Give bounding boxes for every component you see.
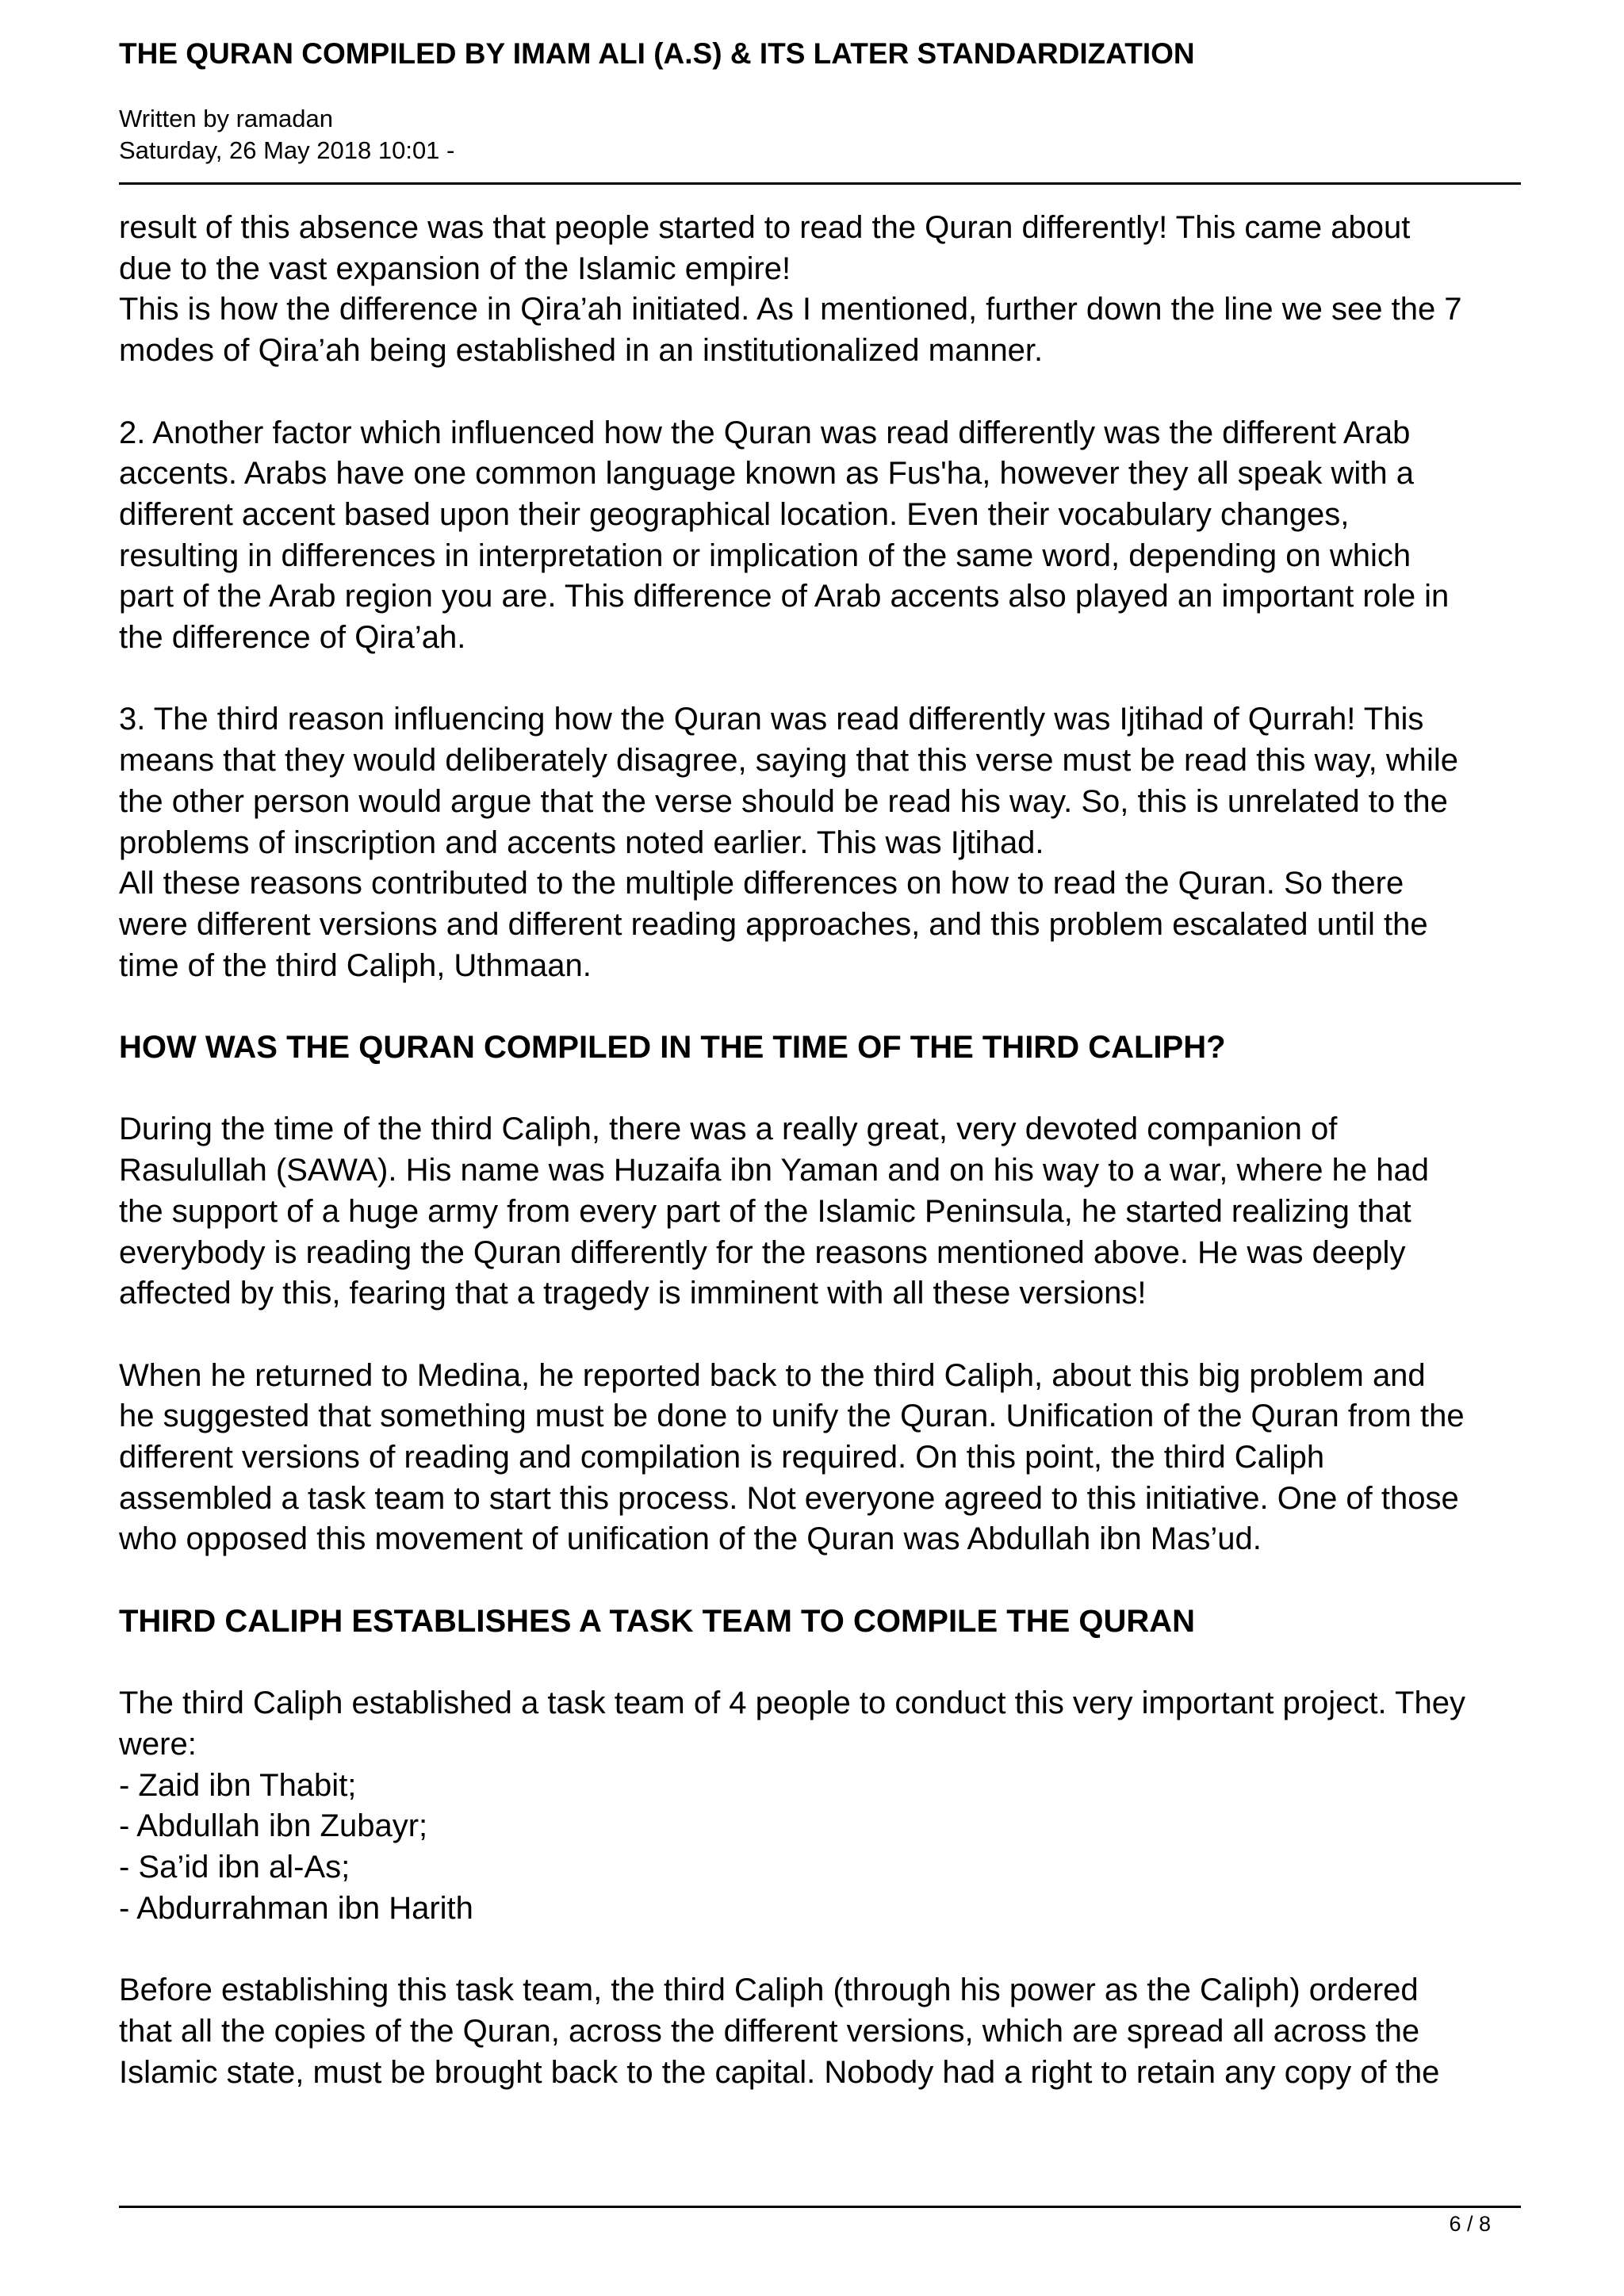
body-line: due to the vast expansion of the Islamic empire! — [119, 251, 791, 286]
body-line: that all the copies of the Quran, across the different versions, which are spread all across the — [119, 2013, 1420, 2049]
body-line: were different versions and different reading approaches, and this problem escalated until the — [119, 906, 1428, 942]
body-line: Islamic state, must be brought back to the capital. Nobody had a right to retain any copy of the — [119, 2054, 1440, 2090]
body-line: different versions of reading and compilation is required. On this point, the third Caliph — [119, 1440, 1325, 1475]
body-line: who opposed this movement of unification of the Quran was Abdullah ibn Mas’ud. — [119, 1521, 1262, 1557]
list-item: - Zaid ibn Thabit; — [119, 1767, 357, 1803]
body-line: assembled a task team to start this process. Not everyone agreed to this initiative. One of those — [119, 1480, 1459, 1516]
section-heading: HOW WAS THE QURAN COMPILED IN THE TIME OF THE THIRD CALIPH? — [119, 1030, 1226, 1066]
body-line: the other person would argue that the verse should be read his way. So, this is unrelated to the — [119, 783, 1448, 819]
body-line: everybody is reading the Quran differently for the reasons mentioned above. He was deeply — [119, 1234, 1406, 1270]
section-heading: THIRD CALIPH ESTABLISHES A TASK TEAM TO COMPILE THE QURAN — [119, 1603, 1196, 1639]
page-number: 6 / 8 — [1449, 2212, 1491, 2236]
paragraph-gap — [119, 1314, 1521, 1356]
body-line: The third Caliph established a task team of 4 people to conduct this very important project. They — [119, 1686, 1465, 1721]
body-line: time of the third Caliph, Uthmaan. — [119, 947, 592, 983]
body-line: were: — [119, 1726, 197, 1762]
list-item: - Sa’id ibn al-As; — [119, 1850, 350, 1885]
body-line: affected by this, fearing that a tragedy is imminent with all these versions! — [119, 1276, 1147, 1311]
paragraph-gap — [119, 1560, 1521, 1601]
body-line: During the time of the third Caliph, there was a really great, very devoted companion of — [119, 1112, 1338, 1147]
body-line: part of the Arab region you are. This difference of Arab accents also played an important role in — [119, 579, 1450, 614]
body-line: 3. The third reason influencing how the Quran was read differently was Ijtihad of Qurrah! This — [119, 702, 1424, 737]
footer-divider — [119, 2206, 1521, 2208]
body-line: accents. Arabs have one common language known as Fus'ha, however they all speak with a — [119, 456, 1415, 492]
article-body — [119, 208, 1521, 2093]
paragraph-gap — [119, 986, 1521, 1027]
list-item: - Abdurrahman ibn Harith — [119, 1890, 473, 1926]
body-line: All these reasons contributed to the multiple differences on how to read the Quran. So there — [119, 866, 1404, 901]
body-line: Before establishing this task team, the third Caliph (through his power as the Caliph) ordered — [119, 1973, 1419, 2008]
paragraph-gap — [119, 1069, 1521, 1110]
body-line: the support of a huge army from every part of the Islamic Peninsula, he started realizing that — [119, 1193, 1411, 1229]
date-line: Saturday, 26 May 2018 10:01 - — [119, 136, 455, 164]
body-line: problems of inscription and accents noted earlier. This was Ijtihad. — [119, 825, 1044, 860]
body-line: modes of Qira’ah being established in an institutionalized manner. — [119, 333, 1044, 369]
paragraph-gap — [119, 1643, 1521, 1684]
header-divider — [119, 182, 1521, 185]
body-line: resulting in differences in interpretation or implication of the same word, depending on which — [119, 538, 1411, 573]
body-line: 2. Another factor which influenced how the Quran was read differently was the different Arab — [119, 415, 1411, 450]
body-line: different accent based upon their geographical location. Even their vocabulary changes, — [119, 496, 1350, 532]
body-line: When he returned to Medina, he reported back to the third Caliph, about this big problem and — [119, 1357, 1426, 1393]
author-line: Written by ramadan — [119, 105, 333, 132]
body-line: result of this absence was that people started to read the Quran differently! This came about — [119, 210, 1411, 245]
paragraph-gap — [119, 372, 1521, 413]
paragraph-gap — [119, 659, 1521, 700]
body-line: Rasulullah (SAWA). His name was Huzaifa ibn Yaman and on his way to a war, where he had — [119, 1153, 1429, 1188]
body-line: means that they would deliberately disagree, saying that this verse must be read this way, while — [119, 743, 1459, 779]
paragraph-gap — [119, 1929, 1521, 1970]
body-line: the difference of Qira’ah. — [119, 620, 466, 656]
page-header — [119, 35, 1521, 166]
document-title: THE QURAN COMPILED BY IMAM ALI (A.S) & ITS LATER STANDARDIZATION — [119, 37, 1195, 70]
list-item: - Abdullah ibn Zubayr; — [119, 1808, 428, 1844]
body-line: he suggested that something must be done to unify the Quran. Unification of the Quran from the — [119, 1399, 1465, 1434]
body-line: This is how the difference in Qira’ah initiated. As I mentioned, further down the line we see the 7 — [119, 292, 1462, 327]
